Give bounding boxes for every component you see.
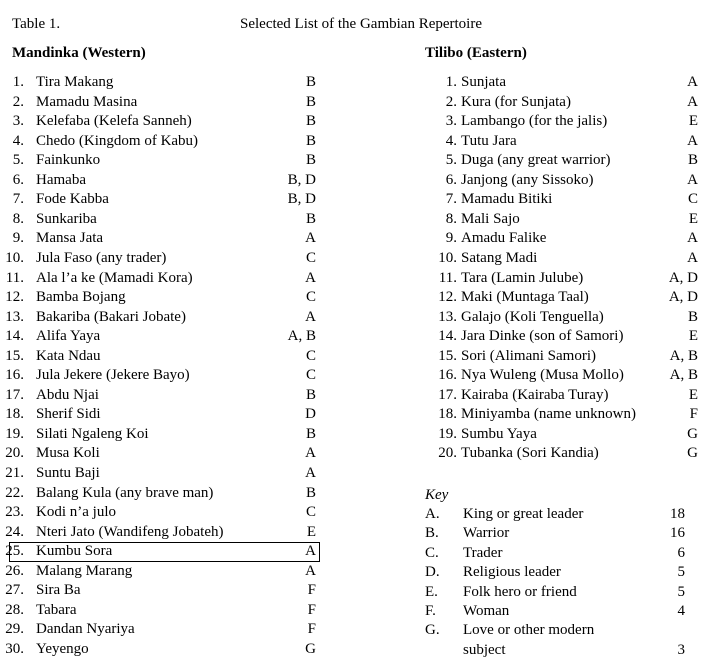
key-count: 5 <box>677 564 685 581</box>
item-name: Duga (any great warrior) <box>461 152 611 169</box>
key-label: subject <box>463 641 506 658</box>
item-code: C <box>305 249 316 266</box>
item-num: 10. <box>438 249 457 266</box>
item-code: A <box>305 308 316 325</box>
key-count: 18 <box>670 506 685 522</box>
item-num: 11. <box>5 269 24 286</box>
item-code: B <box>305 93 316 110</box>
key-item <box>425 621 695 640</box>
key-letter: E. <box>425 583 438 600</box>
item-name: Mali Sajo <box>461 210 520 227</box>
item-num: 4. <box>445 132 457 149</box>
item-name: Kata Ndau <box>36 347 101 364</box>
item-num: 19. <box>5 425 24 442</box>
item-code: A <box>305 562 316 579</box>
key-count: 5 <box>677 583 685 600</box>
item-name: Sira Ba <box>36 582 81 599</box>
key-letter: F. <box>425 603 436 619</box>
item-code: A <box>687 171 698 188</box>
item-code: A, B <box>669 347 698 364</box>
item-code: B, D <box>287 171 316 188</box>
highlighted-row-box <box>9 542 320 562</box>
item-num: 14. <box>438 328 457 345</box>
item-name: Musa Koli <box>36 445 100 462</box>
item-code: B <box>687 152 698 169</box>
item-code: A <box>305 543 316 560</box>
item-code: G <box>305 640 316 657</box>
key-count: 16 <box>670 525 685 542</box>
item-name: Sunkariba <box>36 210 97 227</box>
item-name: Tara (Lamin Julube) <box>461 269 584 286</box>
item-num: 12. <box>5 289 24 306</box>
key-label: King or great leader <box>463 506 584 522</box>
key-letter: B. <box>425 525 439 542</box>
table-title: Selected List of the Gambian Repertoire <box>240 16 482 32</box>
item-name: Miniyamba (name unknown) <box>461 406 636 423</box>
item-num: 15. <box>5 347 24 364</box>
item-code: E <box>688 386 698 403</box>
key-list <box>425 505 695 660</box>
key-item <box>425 641 695 660</box>
item-name: Sherif Sidi <box>36 406 101 423</box>
item-num: 2. <box>12 93 24 110</box>
key-item <box>425 505 695 524</box>
item-code: F <box>689 406 698 423</box>
item-code: A <box>687 230 698 247</box>
item-num: 28. <box>5 601 24 618</box>
right-column-heading: Tilibo (Eastern) <box>425 45 527 61</box>
key-item <box>425 602 695 621</box>
item-num: 3. <box>445 113 457 130</box>
item-num: 18. <box>438 406 457 423</box>
item-code: F <box>307 582 316 599</box>
item-num: 3. <box>12 113 24 130</box>
key-letter: A. <box>425 506 440 522</box>
item-code: B <box>305 484 316 501</box>
item-num: 9. <box>445 230 457 247</box>
item-code: B <box>305 386 316 403</box>
item-code: C <box>305 289 316 306</box>
item-code: E <box>306 523 316 540</box>
item-name: Bakariba (Bakari Jobate) <box>36 308 186 325</box>
item-name: Yeyengo <box>36 640 89 657</box>
item-num: 7. <box>12 191 24 208</box>
item-num: 2. <box>445 93 457 110</box>
item-name: Tira Makang <box>36 74 114 90</box>
key-letter: C. <box>425 544 439 561</box>
item-name: Nteri Jato (Wandifeng Jobateh) <box>36 523 224 540</box>
item-code: B <box>305 113 316 130</box>
item-code: G <box>687 445 698 462</box>
item-code: A <box>305 445 316 462</box>
item-code: B <box>305 74 316 90</box>
item-num: 13. <box>438 308 457 325</box>
item-num: 10. <box>5 249 24 266</box>
item-num: 7. <box>445 191 457 208</box>
item-name: Hamaba <box>36 171 86 188</box>
item-name: Balang Kula (any brave man) <box>36 484 214 501</box>
item-name: Tabara <box>36 601 77 618</box>
key-label: Warrior <box>463 525 510 542</box>
item-name: Kairaba (Kairaba Turay) <box>461 386 609 403</box>
item-name: Tutu Jara <box>461 132 517 149</box>
item-name: Maki (Muntaga Taal) <box>461 289 589 306</box>
item-code: G <box>687 425 698 442</box>
item-num: 6. <box>12 171 24 188</box>
key-count: 6 <box>677 544 685 561</box>
item-code: B, D <box>287 191 316 208</box>
item-code: B <box>305 425 316 442</box>
item-name: Amadu Falike <box>461 230 547 247</box>
key-label: Trader <box>463 544 503 561</box>
item-code: B <box>305 132 316 149</box>
key-label: Religious leader <box>463 564 561 581</box>
item-num: 20. <box>438 445 457 462</box>
item-code: E <box>688 210 698 227</box>
item-name: Silati Ngaleng Koi <box>36 425 149 442</box>
item-code: B <box>305 152 316 169</box>
key-letter: G. <box>425 622 440 639</box>
item-name: Sumbu Yaya <box>461 425 537 442</box>
item-code: C <box>687 191 698 208</box>
item-code: A <box>687 74 698 90</box>
item-num: 26. <box>5 562 24 579</box>
table-label: Table 1. <box>12 16 61 32</box>
item-name: Suntu Baji <box>36 465 100 481</box>
item-code: A, D <box>668 289 698 306</box>
tilibo-list <box>425 73 700 463</box>
key-title: Key <box>425 487 449 503</box>
key-item <box>425 544 695 563</box>
item-code: D <box>305 406 316 423</box>
item-num: 16. <box>5 367 24 384</box>
item-name: Kodi n’a julo <box>36 504 116 521</box>
mandinka-list <box>0 73 330 657</box>
item-code: A <box>687 249 698 266</box>
item-num: 8. <box>445 210 457 227</box>
item-name: Jara Dinke (son of Samori) <box>461 328 624 345</box>
item-num: 15. <box>438 347 457 364</box>
item-code: A, B <box>287 328 316 345</box>
item-num: 8. <box>12 210 24 227</box>
item-name: Alifa Yaya <box>36 328 101 345</box>
item-name: Kumbu Sora <box>36 543 113 560</box>
key-label: Love or other modern <box>463 622 595 639</box>
item-num: 20. <box>5 445 24 462</box>
item-name: Lambango (for the jalis) <box>461 113 608 130</box>
item-num: 17. <box>438 386 457 403</box>
item-code: C <box>305 504 316 521</box>
item-code: B <box>687 308 698 325</box>
item-name: Sori (Alimani Samori) <box>461 347 596 364</box>
item-name: Sunjata <box>461 74 506 90</box>
key-item <box>425 583 695 602</box>
item-name: Abdu Njai <box>36 386 99 403</box>
item-num: 25. <box>5 543 24 560</box>
item-num: 18. <box>5 406 24 423</box>
key-count: 4 <box>677 603 685 619</box>
item-name: Fainkunko <box>36 152 101 169</box>
item-name: Malang Marang <box>36 562 133 579</box>
item-code: F <box>307 601 316 618</box>
item-name: Mamadu Masina <box>36 93 138 110</box>
item-code: C <box>305 347 316 364</box>
item-name: Chedo (Kingdom of Kabu) <box>36 132 199 149</box>
item-code: A, D <box>668 269 698 286</box>
item-code: E <box>688 328 698 345</box>
item-num: 29. <box>5 621 24 638</box>
item-num: 24. <box>5 523 24 540</box>
item-name: Kelefaba (Kelefa Sanneh) <box>36 113 192 130</box>
key-count: 3 <box>677 641 685 658</box>
item-num: 4. <box>12 132 24 149</box>
item-name: Fode Kabba <box>36 191 109 208</box>
item-name: Jula Jekere (Jekere Bayo) <box>36 367 190 384</box>
item-name: Janjong (any Sissoko) <box>461 171 594 188</box>
item-name: Jula Faso (any trader) <box>36 249 167 266</box>
item-name: Bamba Bojang <box>36 289 126 306</box>
item-code: B <box>305 210 316 227</box>
key-label: Folk hero or friend <box>463 583 577 600</box>
item-name: Dandan Nyariya <box>36 621 135 638</box>
key-letter: D. <box>425 564 440 581</box>
item-code: A <box>305 269 316 286</box>
left-column-heading: Mandinka (Western) <box>12 45 146 61</box>
item-num: 6. <box>445 171 457 188</box>
item-num: 21. <box>5 465 24 481</box>
item-code: A, B <box>669 367 698 384</box>
item-code: E <box>688 113 698 130</box>
item-num: 11. <box>438 269 457 286</box>
item-code: A <box>687 132 698 149</box>
item-code: A <box>687 93 698 110</box>
item-code: C <box>305 367 316 384</box>
item-name: Galajo (Koli Tenguella) <box>461 308 604 325</box>
item-num: 5. <box>12 152 24 169</box>
item-num: 14. <box>5 328 24 345</box>
item-name: Mansa Jata <box>36 230 104 247</box>
item-num: 27. <box>5 582 24 599</box>
item-name: Nya Wuleng (Musa Mollo) <box>461 367 624 384</box>
item-num: 1. <box>445 74 457 90</box>
item-name: Tubanka (Sori Kandia) <box>461 445 599 462</box>
item-name: Kura (for Sunjata) <box>461 93 571 110</box>
item-num: 19. <box>438 425 457 442</box>
key-label: Woman <box>463 603 510 619</box>
key-item <box>425 563 695 582</box>
item-num: 13. <box>5 308 24 325</box>
item-name: Satang Madi <box>461 249 538 266</box>
item-code: A <box>305 230 316 247</box>
item-num: 30. <box>5 640 24 657</box>
item-num: 12. <box>438 289 457 306</box>
item-name: Ala l’a ke (Mamadi Kora) <box>36 269 193 286</box>
item-code: A <box>305 465 316 481</box>
item-num: 17. <box>5 386 24 403</box>
item-name: Mamadu Bitiki <box>461 191 553 208</box>
item-num: 5. <box>445 152 457 169</box>
item-num: 23. <box>5 504 24 521</box>
item-num: 16. <box>438 367 457 384</box>
item-num: 1. <box>12 74 24 90</box>
item-num: 9. <box>12 230 24 247</box>
item-code: F <box>307 621 316 638</box>
key-item <box>425 524 695 543</box>
item-num: 22. <box>5 484 24 501</box>
